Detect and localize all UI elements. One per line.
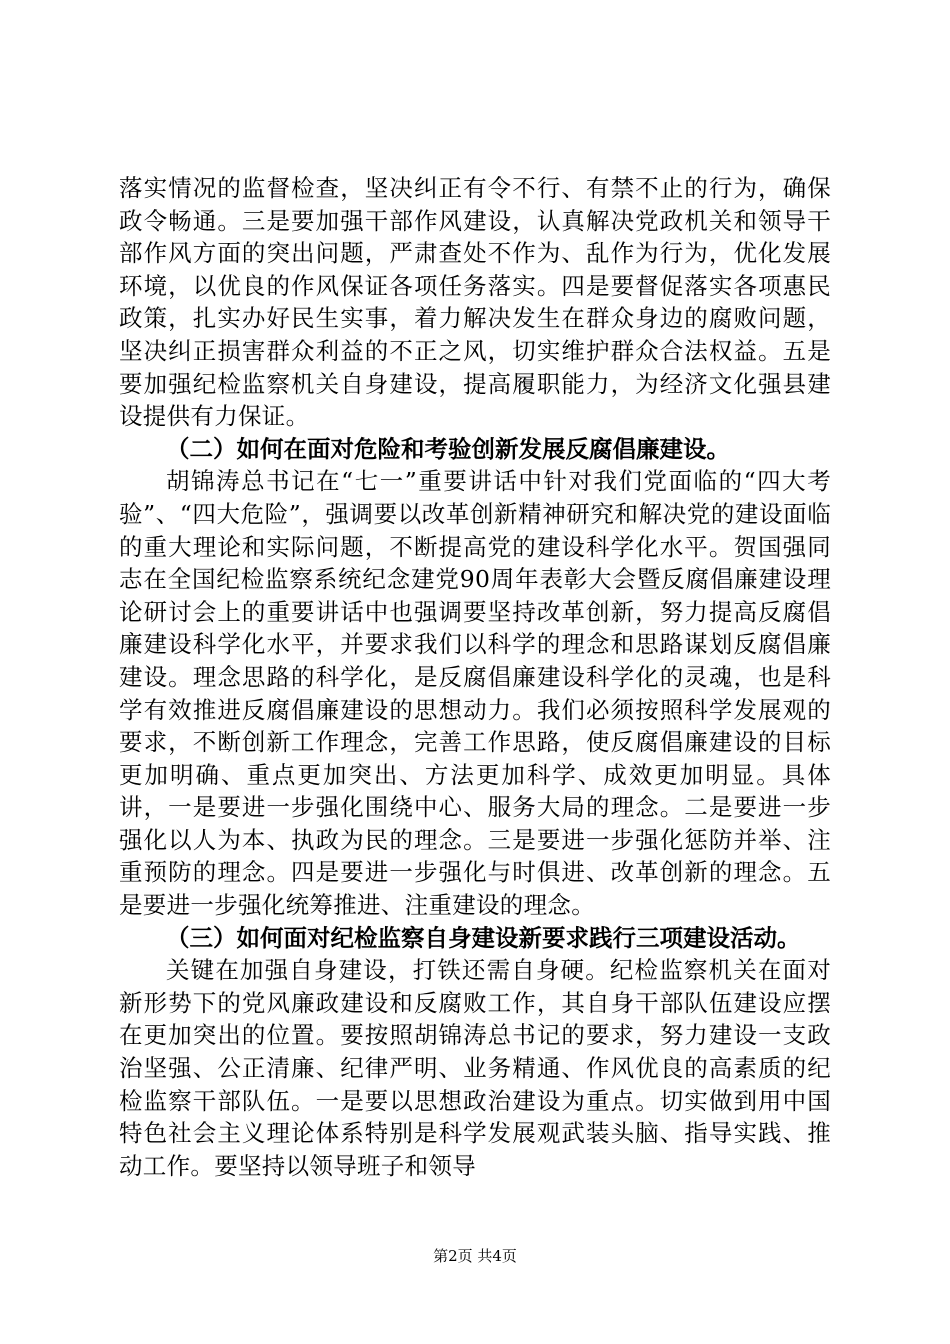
document-body [119,172,831,1182]
page-footer: 第2页 共4页 [433,1247,517,1265]
section-heading-2: （二）如何在面对危险和考验创新发展反腐倡廉建设。 [166,434,730,463]
paragraph-section-2: 胡锦涛总书记在“七一”重要讲话中针对我们党面临的“四大考验”、“四大危险”，强调要以改革创新精神研究和解决党的建设面临的重大理论和实际问题，不断提高党的建设科学化水平。贺国强同志在全国纪检监察系统纪念建党90周年表彰大会暨反腐倡廉建设理论研讨会上的重要讲话中也强调要坚持改革创新，努力提高反腐倡廉建设科学化水平，并要求我们以科学的理念和思路谋划反腐倡廉建设。理念思路的科学化，是反腐倡廉建设科学化的灵魂，也是科学有效推进反腐倡廉建设的思想动力。我们必须按照科学发展观的要求，不断创新工作理念，完善工作思路，使反腐倡廉建设的目标更加明确、重点更加突出、方法更加科学、成效更加明显。具体讲，一是要进一步强化围绕中心、服务大局的理念。二是要进一步强化以人为本、执政为民的理念。三是要进一步强化惩防并举、注重预防的理念。四是要进一步强化与时俱进、改革创新的理念。五是要进一步强化统筹推进、注重建设的理念。 [119,467,831,920]
section-heading-3: （三）如何面对纪检监察自身建设新要求践行三项建设活动。 [166,923,801,952]
paragraph-section-3: 关键在加强自身建设，打铁还需自身硬。纪检监察机关在面对新形势下的党风廉政建设和反腐败工作，其自身干部队伍建设应摆在更加突出的位置。要按照胡锦涛总书记的要求，努力建设一支政治坚强、公正清廉、纪律严明、业务精通、作风优良的高素质的纪检监察干部队伍。一是要以思想政治建设为重点。切实做到用中国特色社会主义理论体系特别是科学发展观武装头脑、指导实践、推动工作。要坚持以领导班子和领导 [119,956,831,1180]
paragraph-continuation: 落实情况的监督检查，坚决纠正有令不行、有禁不止的行为，确保政令畅通。三是要加强干部作风建设，认真解决党政机关和领导干部作风方面的突出问题，严肃查处不作为、乱作为行为，优化发展环境，以优良的作风保证各项任务落实。四是要督促落实各项惠民政策，扎实办好民生实事，着力解决发生在群众身边的腐败问题，坚决纠正损害群众利益的不正之风，切实维护群众合法权益。五是要加强纪检监察机关自身建设，提高履职能力，为经济文化强县建设提供有力保证。 [119,174,831,431]
